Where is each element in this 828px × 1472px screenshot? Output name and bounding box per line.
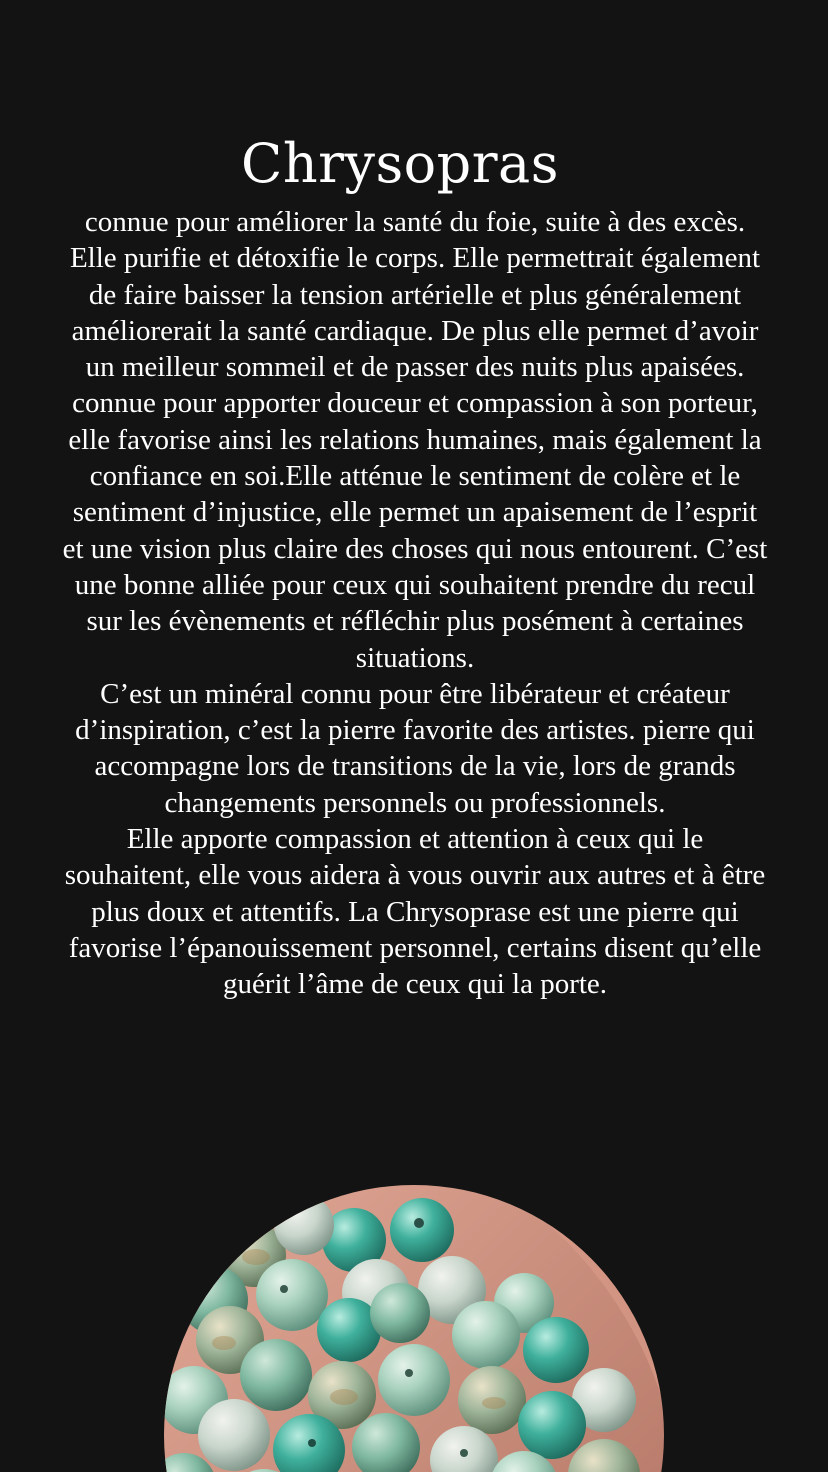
paragraph-compassion: Elle apporte compassion et attention à ceux qui le souhaitent, elle vous aidera à vous ouvrir aux autres et à être plus doux et attentifs. La Chrysoprase est une pierre qui favorise l’épanouissement personnel, certains disent qu’elle guérit l’âme de ceux qui la porte. bbox=[64, 823, 766, 1001]
paragraph-inspiration: C’est un minéral connu pour être libérateur et créateur d’inspiration, c’est la pierre favorite des artistes. pierre qui accompagne lors de transitions de la vie, lors de grands changements personnels ou professionnels. bbox=[75, 677, 755, 819]
beads-illustration bbox=[164, 1185, 664, 1472]
bead-cluster bbox=[164, 1195, 658, 1472]
paragraph-health: connue pour améliorer la santé du foie, suite à des excès. Elle purifie et détoxifie le corps. Elle permettrait également de faire baisser la tension artérielle et plus généralement améliorerait la santé cardiaque. De plus elle permet d’avoir un meilleur sommeil et de passer des nuits plus apaisées. connue pour apporter douceur et compassion à son porteur, elle favorise ainsi les relations humaines, mais également la confiance en soi.Elle atténue le sentiment de colère et le sentiment d’injustice, elle permet un apaisement de l’esprit et une vision plus claire des choses qui nous entourent. C’est une bonne alliée pour ceux qui souhaitent prendre du recul sur les évènements et réfléchir plus posément à certaines situations. bbox=[62, 206, 768, 674]
page-title: Chrysopras bbox=[241, 132, 559, 195]
description-text bbox=[60, 204, 770, 1003]
beads-photo bbox=[164, 1185, 664, 1472]
